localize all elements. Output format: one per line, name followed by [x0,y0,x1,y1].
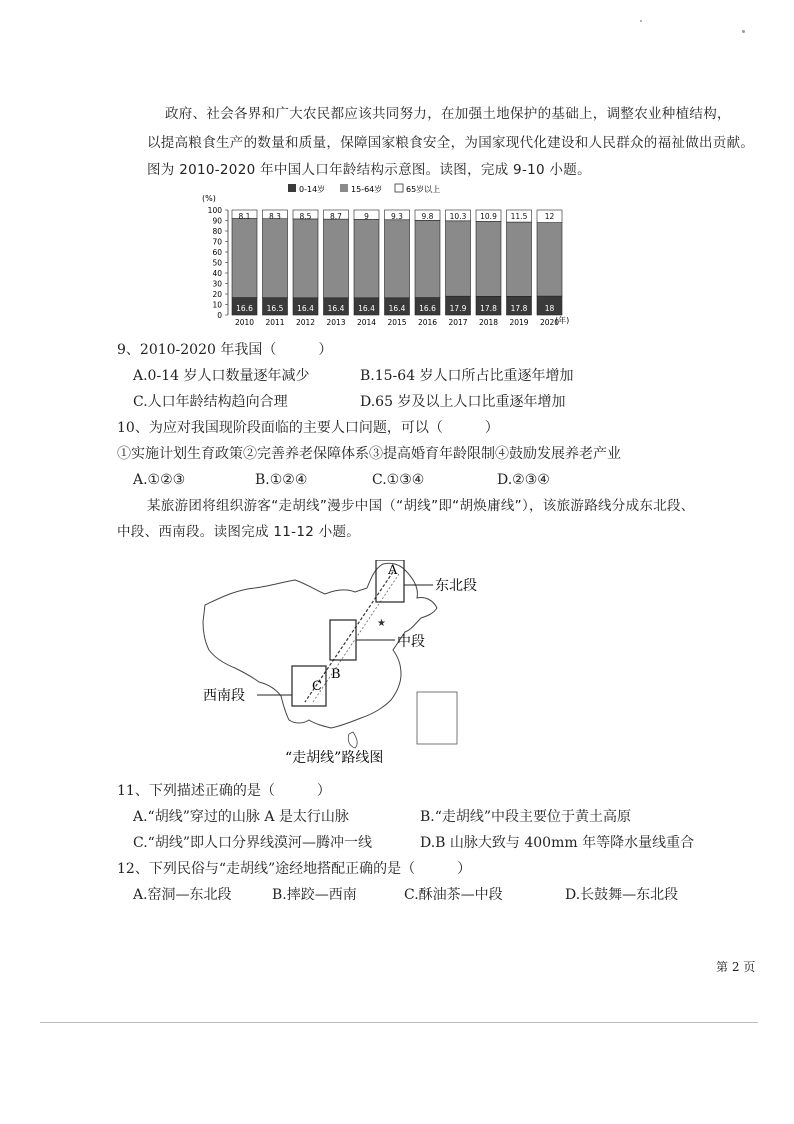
q9-option-a[interactable]: A.0-14 岁人口数量逐年减少 [133,368,310,384]
bar-top-label: 8.3 [269,212,281,221]
bar-bottom-label: 16.4 [358,304,375,313]
y-tick-label: 20 [212,290,222,299]
y-tick-label: 60 [212,248,222,257]
bar-bottom-label: 18 [544,304,555,313]
page-number: 第 2 页 [716,960,756,974]
label-southwest: 西南段 [203,688,245,704]
q11-option-d[interactable]: D.B 山脉大致与 400mm 年等降水量线重合 [420,835,695,851]
y-tick-label: 80 [212,227,222,236]
bar-bottom-label: 16.5 [266,304,284,313]
q12-option-d[interactable]: D.长鼓舞—东北段 [565,887,679,903]
x-tick-label: 2012 [295,318,316,327]
bar-top-label: 8.1 [238,212,251,221]
intro2-paragraph-line: 某旅游团将组织游客“走胡线”漫步中国（“胡线”即“胡焕庸线”），该旅游路线分成东北段、 [147,498,695,514]
legend-label-young: 0-14岁 [299,185,326,194]
y-tick-label: 70 [212,237,222,247]
legend-swatch-old [395,184,403,192]
q12-option-a[interactable]: A.窑洞—东北段 [133,887,232,903]
y-tick-label: 10 [212,300,222,310]
bar-segment-middle [476,221,501,296]
bar-top-label: 11.5 [510,212,528,221]
y-tick-label: 90 [212,216,222,226]
bar-top-label: 9 [364,212,369,221]
bar-top-label: 12 [544,212,555,221]
q11-stem: 11、下列描述正确的是（ ） [117,783,331,799]
south-china-sea-inset [417,692,457,744]
legend-swatch-young [288,184,296,192]
bar-top-label: 8.5 [299,212,312,221]
q10-option-a[interactable]: A.①②③ [133,472,186,488]
hainan-island [348,732,357,748]
y-tick-label: 100 [207,206,222,215]
y-tick-label: 40 [212,269,222,278]
bar-segment-middle [385,220,410,298]
label-northeast: 东北段 [435,578,477,594]
intro-paragraph-line: 图为 2010-2020 年中国人口年龄结构示意图。读图，完成 9-10 小题。 [147,162,591,178]
bar-segment-middle [232,219,257,298]
bar-top-label: 9.8 [421,212,434,221]
bar-segment-middle [507,222,532,296]
label-middle: 中段 [397,634,425,650]
map-caption: “走胡线”路线图 [285,750,384,766]
q10-option-d[interactable]: D.②③④ [497,472,550,488]
q10-option-c[interactable]: C.①③④ [372,472,425,488]
bar-bottom-label: 17.9 [449,304,467,313]
legend-swatch-middle [340,184,348,192]
scan-speck [742,30,745,33]
bar-segment-middle [537,223,562,297]
x-tick-label: 2010 [234,318,255,327]
capital-star-icon: ★ [377,618,386,629]
q9-option-b[interactable]: B.15-64 岁人口所占比重逐年增加 [360,368,574,384]
x-tick-label: 2020 [539,318,560,327]
bar-bottom-label: 16.6 [419,304,436,313]
q10-stem: 10、为应对我国现阶段面临的主要人口问题，可以（ ） [117,420,499,436]
q11-option-a[interactable]: A.“胡线”穿过的山脉 A 是太行山脉 [133,809,349,825]
x-tick-label: 2013 [326,318,346,327]
scan-speck [640,20,642,22]
mark-b: B [331,667,341,682]
chart-legend [288,184,440,194]
y-tick-label: 0 [217,311,222,320]
bar-segment-middle [324,219,349,298]
q11-option-b[interactable]: B.“走胡线”中段主要位于黄土高原 [420,809,632,825]
q12-stem: 12、下列民俗与“走胡线”途经地搭配正确的是（ ） [117,861,472,877]
x-tick-label: 2018 [478,318,499,327]
x-unit-label: (年) [555,316,570,325]
q12-option-b[interactable]: B.摔跤—西南 [272,887,357,903]
bar-bottom-label: 17.8 [510,304,528,313]
q9-stem: 9、2010-2020 年我国（ ） [117,342,333,358]
intro-paragraph-line: 以提高粮食生产的数量和质量，保障国家粮食安全，为国家现代化建设和人民群众的福祉做出贡献。 [147,135,755,151]
bar-top-label: 9.3 [391,212,403,221]
q12-option-c[interactable]: C.酥油茶—中段 [404,887,503,903]
mark-c: C [312,679,322,694]
y-tick-label: 30 [212,279,222,289]
bar-bottom-label: 16.4 [327,304,345,313]
box-middle [330,620,356,660]
q10-option-b[interactable]: B.①②④ [255,472,308,488]
bar-segment-middle [415,220,440,297]
hu-line-route-map [195,560,495,770]
y-tick-label: 50 [212,258,222,268]
bar-top-label: 8.7 [330,212,342,221]
bar-bottom-label: 17.8 [480,304,497,313]
q9-option-c[interactable]: C.人口年龄结构趋向合理 [133,394,288,410]
x-tick-label: 2017 [448,318,468,327]
bar-bottom-label: 16.4 [297,304,314,313]
bar-bottom-label: 16.4 [388,304,406,313]
bar-segment-middle [446,221,471,296]
legend-label-middle: 15-64岁 [351,185,383,194]
y-unit-label: (%) [202,194,216,203]
population-age-structure-chart [200,182,580,330]
legend-label-old: 65岁以上 [406,185,441,194]
bar-bottom-label: 16.6 [236,304,253,313]
x-tick-label: 2015 [387,318,407,327]
x-tick-label: 2011 [265,318,285,327]
bar-segment-middle [263,219,288,298]
intro2-paragraph-line: 中段、西南段。读图完成 11-12 小题。 [117,524,361,540]
x-tick-label: 2014 [356,318,377,327]
bar-top-label: 10.9 [480,212,497,221]
bar-segment-middle [354,219,379,297]
q11-option-c[interactable]: C.“胡线”即人口分界线漠河—腾冲一线 [133,835,372,851]
q9-option-d[interactable]: D.65 岁及以上人口比重逐年增加 [360,394,566,410]
bar-top-label: 10.3 [449,212,467,221]
bar-segment-middle [293,219,318,298]
page-bottom-rule [40,1022,758,1023]
x-tick-label: 2019 [509,318,529,327]
intro-paragraph-line: 政府、社会各界和广大农民都应该共同努力，在加强土地保护的基础上，调整农业种植结构， [165,106,731,122]
q10-items: ①实施计划生育政策②完善养老保障体系③提高婚育年龄限制④鼓励发展养老产业 [117,446,621,462]
x-tick-label: 2016 [417,318,438,327]
chart-marks [208,206,562,327]
mark-a: A [388,563,398,578]
